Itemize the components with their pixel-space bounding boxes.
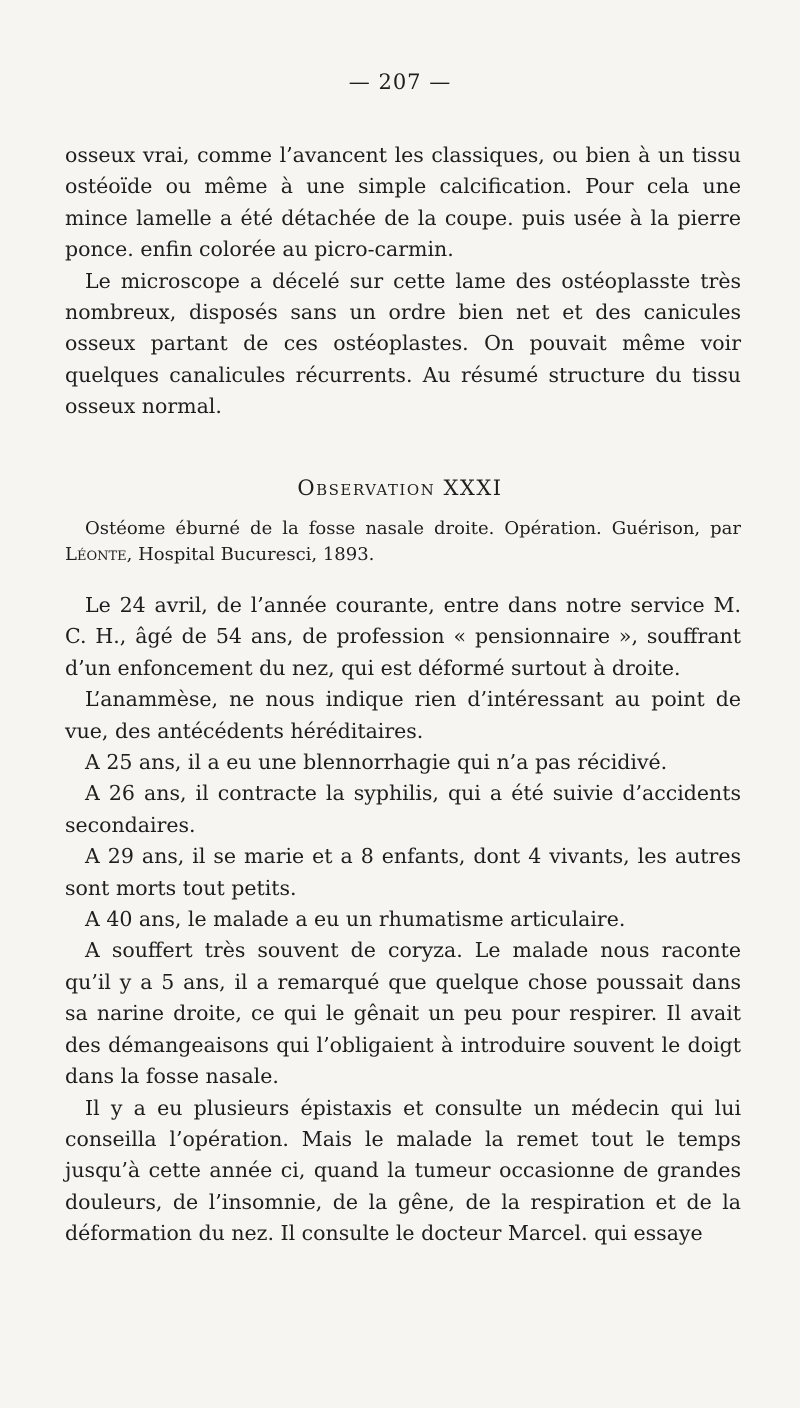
observation-summary-tail: , Hospital Bucuresci, 1893.: [126, 544, 375, 565]
paragraph-continuation: osseux vrai, comme l’avancent les classiques, ou bien à un tissu ostéoïde ou même à une simple calcification. Pour cela une mince lamelle a été détachée de la coupe. puis usée à la pierre ponce. enfin colorée au picro-carmin.: [65, 143, 741, 262]
observation-title: Observation XXXI: [297, 476, 503, 500]
paragraph-coryza: A souffert très souvent de coryza. Le malade nous raconte qu’il y a 5 ans, il a remarqué que quelque chose poussait dans sa narine droite, ce qui le gênait un peu pour respirer. Il avait des démangeaisons qui l’obligaient à introduire souvent le doigt dans la fosse nasale.: [65, 938, 741, 1089]
paragraph-age-26: A 26 ans, il contracte la syphilis, qui a été suivie d’accidents secondaires.: [65, 781, 741, 837]
observation-author: Léonte: [65, 544, 127, 565]
observation-body: [65, 590, 741, 1250]
paragraph-anamnesis: L’anammèse, ne nous indique rien d’intéressant au point de vue, des antécédents héréditaires.: [65, 687, 741, 743]
paragraph-epistaxis: Il y a eu plusieurs épistaxis et consulte un médecin qui lui conseilla l’opération. Mais le malade la remet tout le temps jusqu’à cette année ci, quand la tumeur occasionne de grandes douleurs, de l’insomnie, de la gêne, de la respiration et de la déformation du nez. Il consulte le docteur Marcel. qui essaye: [65, 1095, 741, 1246]
paragraph-age-29: A 29 ans, il se marie et a 8 enfants, dont 4 vivants, les autres sont morts tout petits.: [65, 844, 741, 900]
page-number: — 207 —: [348, 70, 452, 94]
observation-summary: [65, 516, 741, 568]
observation-summary-text: Ostéome éburné de la fosse nasale droite. Opération. Guérison, par: [85, 518, 741, 539]
paragraph-age-40: A 40 ans, le malade a eu un rhumatisme articulaire.: [85, 907, 626, 932]
paragraph-microscope: Le microscope a décelé sur cette lame des ostéoplasste très nombreux, disposés sans un ordre bien net et des canicules osseux partant de ces ostéoplastes. On pouvait même voir quelques canalicules récurrents. Au résumé structure du tissu osseux normal.: [65, 268, 741, 419]
top-text: [65, 140, 741, 423]
paragraph-age-25: A 25 ans, il a eu une blennorrhagie qui n’a pas récidivé.: [85, 750, 668, 775]
paragraph-admission: Le 24 avril, de l’année courante, entre dans notre service M. C. H., âgé de 54 ans, de profession « pensionnaire », souffrant d’un enfoncement du nez, qui est déformé surtout à droite.: [65, 593, 741, 680]
